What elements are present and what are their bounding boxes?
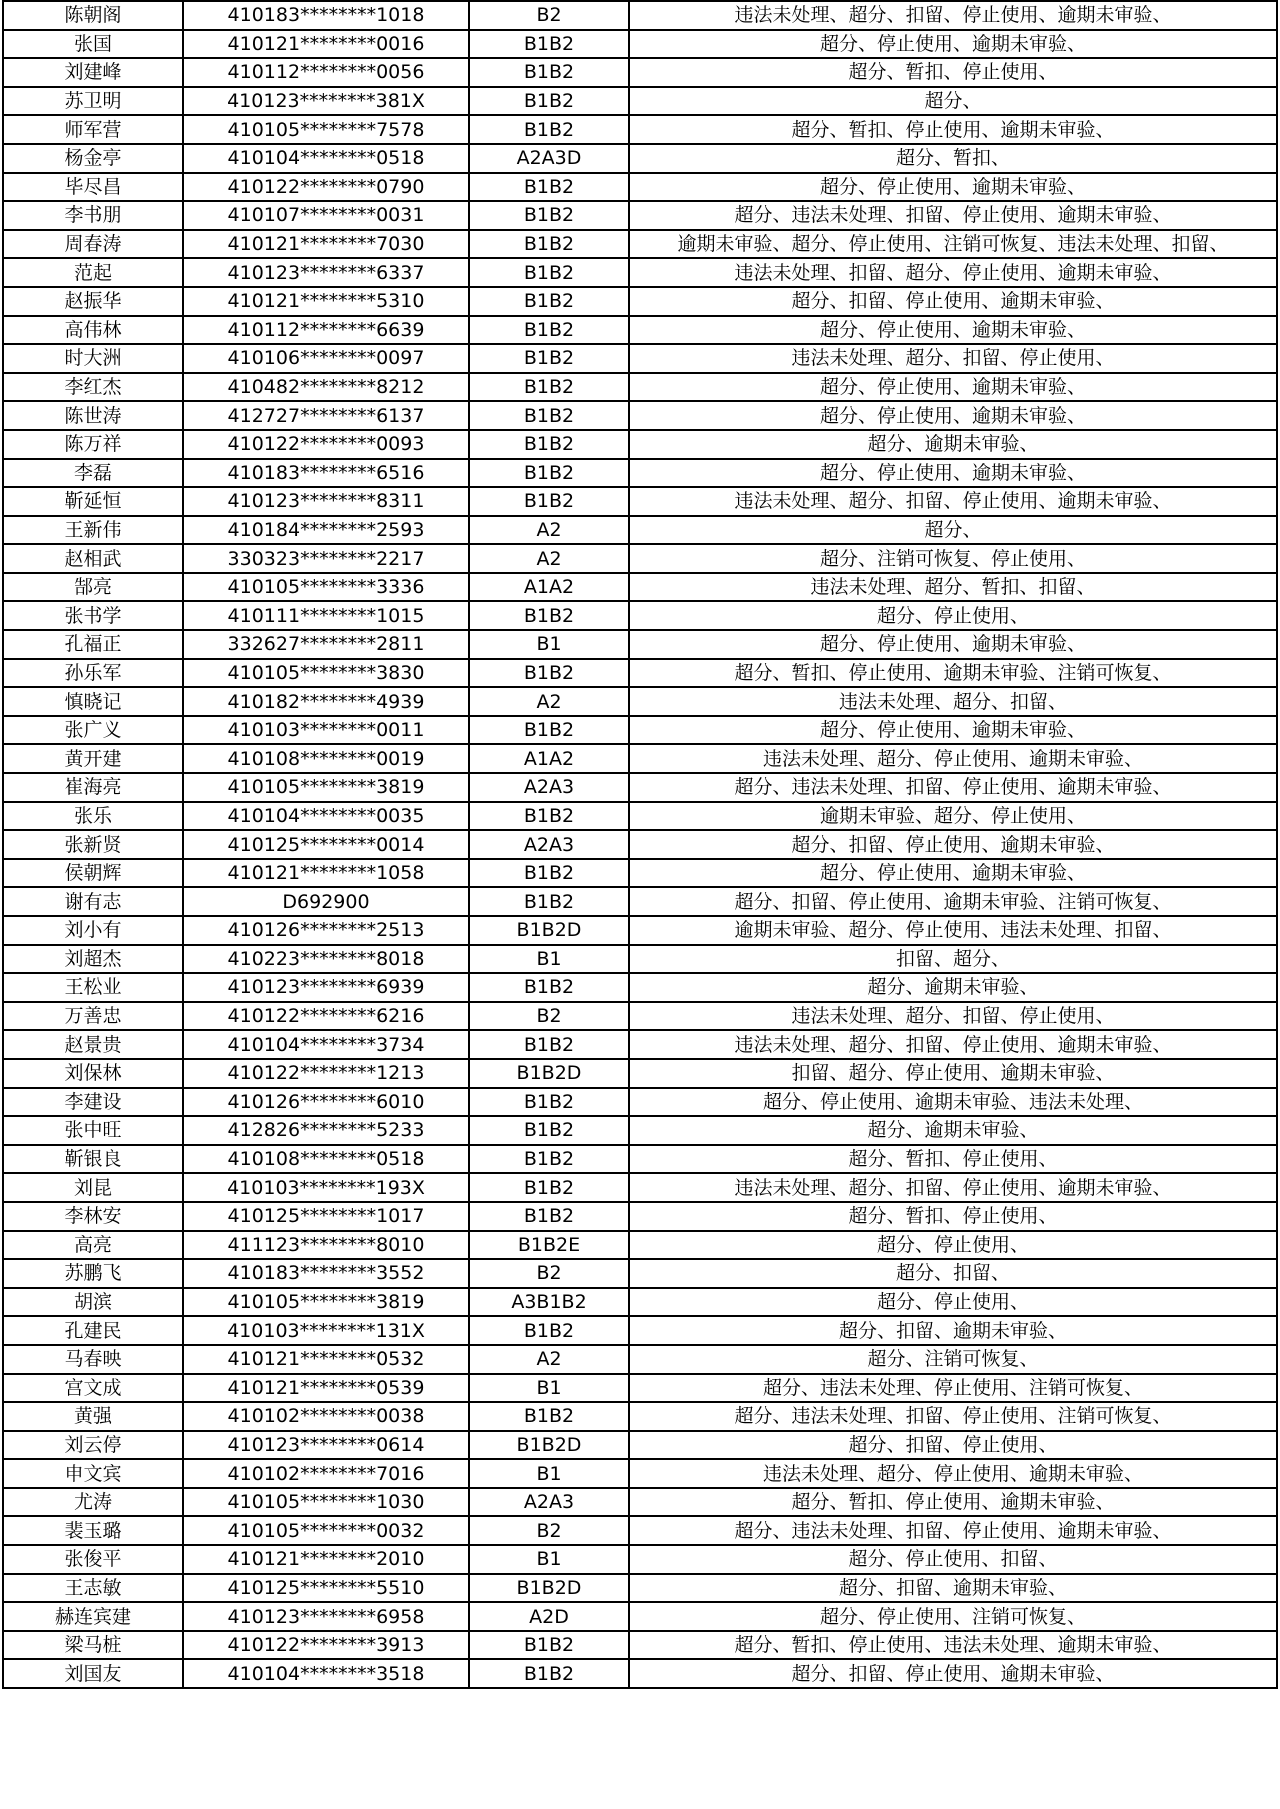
table-row xyxy=(3,1516,1277,1545)
driver-name-cell: 张广义 xyxy=(3,716,183,745)
driver-name-cell: 时大洲 xyxy=(3,344,183,373)
status-cell: 超分、扣留、 xyxy=(629,1259,1277,1288)
id-number-cell: 410183********6516 xyxy=(183,459,469,488)
driver-name-cell: 靳延恒 xyxy=(3,487,183,516)
license-class-cell: B1B2 xyxy=(469,373,629,402)
driver-name-cell: 陈世涛 xyxy=(3,401,183,430)
license-class-cell: B1B2 xyxy=(469,430,629,459)
id-number-cell: 410184********2593 xyxy=(183,516,469,545)
driver-name-cell: 孔福正 xyxy=(3,630,183,659)
table-row xyxy=(3,859,1277,888)
license-class-cell: B1B2 xyxy=(469,1202,629,1231)
table-row xyxy=(3,1431,1277,1460)
license-class-cell: B1B2 xyxy=(469,459,629,488)
license-class-cell: B1B2 xyxy=(469,401,629,430)
status-cell: 超分、停止使用、逾期未审验、 xyxy=(629,401,1277,430)
driver-name-cell: 高伟林 xyxy=(3,316,183,345)
id-number-cell: 410112********6639 xyxy=(183,316,469,345)
driver-name-cell: 王志敏 xyxy=(3,1574,183,1603)
license-class-cell: B1B2 xyxy=(469,973,629,1002)
id-number-cell: 410105********7578 xyxy=(183,115,469,144)
table-row xyxy=(3,1116,1277,1145)
id-number-cell: 410123********8311 xyxy=(183,487,469,516)
id-number-cell: 410123********6939 xyxy=(183,973,469,1002)
id-number-cell: D692900 xyxy=(183,887,469,916)
id-number-cell: 411123********8010 xyxy=(183,1231,469,1260)
license-class-cell: B1B2 xyxy=(469,1030,629,1059)
status-cell: 违法未处理、超分、暂扣、扣留、 xyxy=(629,573,1277,602)
driver-name-cell: 宫文成 xyxy=(3,1374,183,1403)
driver-name-cell: 申文宾 xyxy=(3,1459,183,1488)
license-class-cell: A2A3 xyxy=(469,830,629,859)
id-number-cell: 412727********6137 xyxy=(183,401,469,430)
table-row xyxy=(3,201,1277,230)
license-class-cell: B1B2E xyxy=(469,1231,629,1260)
driver-name-cell: 孙乐军 xyxy=(3,659,183,688)
license-class-cell: A2A3 xyxy=(469,1488,629,1517)
license-class-cell: B1B2 xyxy=(469,1088,629,1117)
driver-license-table xyxy=(2,0,1278,1689)
driver-name-cell: 杨金亭 xyxy=(3,144,183,173)
id-number-cell: 410123********6958 xyxy=(183,1602,469,1631)
driver-name-cell: 黄开建 xyxy=(3,744,183,773)
id-number-cell: 410104********0035 xyxy=(183,802,469,831)
license-class-cell: B1B2 xyxy=(469,258,629,287)
table-row xyxy=(3,573,1277,602)
license-class-cell: B1B2 xyxy=(469,1402,629,1431)
driver-name-cell: 毕尽昌 xyxy=(3,173,183,202)
license-class-cell: B1B2 xyxy=(469,58,629,87)
driver-name-cell: 王松业 xyxy=(3,973,183,1002)
id-number-cell: 410104********3518 xyxy=(183,1659,469,1688)
status-cell: 超分、扣留、逾期未审验、 xyxy=(629,1574,1277,1603)
status-cell: 超分、暂扣、停止使用、 xyxy=(629,58,1277,87)
driver-name-cell: 靳银良 xyxy=(3,1145,183,1174)
table-row xyxy=(3,1288,1277,1317)
id-number-cell: 332627********2811 xyxy=(183,630,469,659)
table-row xyxy=(3,887,1277,916)
table-row xyxy=(3,230,1277,259)
id-number-cell: 410125********1017 xyxy=(183,1202,469,1231)
license-class-cell: B1B2 xyxy=(469,859,629,888)
status-cell: 逾期未审验、超分、停止使用、注销可恢复、违法未处理、扣留、 xyxy=(629,230,1277,259)
table-row xyxy=(3,1316,1277,1345)
license-class-cell: B1B2 xyxy=(469,1631,629,1660)
id-number-cell: 410122********0790 xyxy=(183,173,469,202)
driver-name-cell: 刘超杰 xyxy=(3,945,183,974)
license-class-cell: B2 xyxy=(469,1,629,30)
status-cell: 超分、停止使用、逾期未审验、 xyxy=(629,173,1277,202)
table-row xyxy=(3,1345,1277,1374)
status-cell: 超分、逾期未审验、 xyxy=(629,973,1277,1002)
status-cell: 超分、暂扣、停止使用、 xyxy=(629,1145,1277,1174)
driver-name-cell: 黄强 xyxy=(3,1402,183,1431)
status-cell: 违法未处理、超分、扣留、停止使用、 xyxy=(629,344,1277,373)
table-row xyxy=(3,773,1277,802)
status-cell: 超分、 xyxy=(629,516,1277,545)
status-cell: 逾期未审验、超分、停止使用、违法未处理、扣留、 xyxy=(629,916,1277,945)
id-number-cell: 410121********5310 xyxy=(183,287,469,316)
id-number-cell: 410125********0014 xyxy=(183,830,469,859)
driver-name-cell: 梁马桩 xyxy=(3,1631,183,1660)
status-cell: 超分、停止使用、逾期未审验、 xyxy=(629,373,1277,402)
table-row xyxy=(3,1030,1277,1059)
id-number-cell: 410121********1058 xyxy=(183,859,469,888)
table-row xyxy=(3,373,1277,402)
driver-name-cell: 苏卫明 xyxy=(3,87,183,116)
license-class-cell: B1B2 xyxy=(469,1116,629,1145)
license-class-cell: B1B2D xyxy=(469,1059,629,1088)
table-row xyxy=(3,58,1277,87)
table-row xyxy=(3,1145,1277,1174)
license-class-cell: B2 xyxy=(469,1516,629,1545)
license-class-cell: A2 xyxy=(469,516,629,545)
status-cell: 超分、违法未处理、扣留、停止使用、逾期未审验、 xyxy=(629,773,1277,802)
table-row xyxy=(3,1202,1277,1231)
driver-name-cell: 刘保林 xyxy=(3,1059,183,1088)
table-row xyxy=(3,830,1277,859)
table-row xyxy=(3,1374,1277,1403)
table-row xyxy=(3,544,1277,573)
id-number-cell: 410125********5510 xyxy=(183,1574,469,1603)
id-number-cell: 410183********3552 xyxy=(183,1259,469,1288)
driver-name-cell: 张乐 xyxy=(3,802,183,831)
status-cell: 超分、违法未处理、停止使用、注销可恢复、 xyxy=(629,1374,1277,1403)
driver-name-cell: 慎晓记 xyxy=(3,687,183,716)
driver-name-cell: 崔海亮 xyxy=(3,773,183,802)
id-number-cell: 410111********1015 xyxy=(183,601,469,630)
status-cell: 超分、逾期未审验、 xyxy=(629,430,1277,459)
status-cell: 超分、停止使用、 xyxy=(629,1288,1277,1317)
table-row xyxy=(3,687,1277,716)
id-number-cell: 410126********6010 xyxy=(183,1088,469,1117)
driver-name-cell: 刘建峰 xyxy=(3,58,183,87)
table-body xyxy=(3,1,1277,1688)
driver-name-cell: 范起 xyxy=(3,258,183,287)
id-number-cell: 410107********0031 xyxy=(183,201,469,230)
driver-name-cell: 王新伟 xyxy=(3,516,183,545)
license-class-cell: B1B2 xyxy=(469,115,629,144)
license-class-cell: B1 xyxy=(469,1459,629,1488)
id-number-cell: 410121********0539 xyxy=(183,1374,469,1403)
license-class-cell: A2A3 xyxy=(469,773,629,802)
driver-name-cell: 李书朋 xyxy=(3,201,183,230)
id-number-cell: 410121********2010 xyxy=(183,1545,469,1574)
id-number-cell: 410122********1213 xyxy=(183,1059,469,1088)
driver-name-cell: 师军营 xyxy=(3,115,183,144)
table-row xyxy=(3,1402,1277,1431)
driver-name-cell: 李建设 xyxy=(3,1088,183,1117)
status-cell: 违法未处理、超分、扣留、停止使用、 xyxy=(629,1002,1277,1031)
id-number-cell: 410122********3913 xyxy=(183,1631,469,1660)
status-cell: 超分、注销可恢复、 xyxy=(629,1345,1277,1374)
id-number-cell: 410223********8018 xyxy=(183,945,469,974)
status-cell: 超分、 xyxy=(629,87,1277,116)
status-cell: 扣留、超分、停止使用、逾期未审验、 xyxy=(629,1059,1277,1088)
id-number-cell: 410104********3734 xyxy=(183,1030,469,1059)
status-cell: 超分、暂扣、停止使用、逾期未审验、注销可恢复、 xyxy=(629,659,1277,688)
status-cell: 超分、停止使用、逾期未审验、 xyxy=(629,316,1277,345)
status-cell: 违法未处理、超分、扣留、停止使用、逾期未审验、 xyxy=(629,487,1277,516)
driver-name-cell: 赵景贵 xyxy=(3,1030,183,1059)
driver-name-cell: 孔建民 xyxy=(3,1316,183,1345)
id-number-cell: 410105********0032 xyxy=(183,1516,469,1545)
driver-name-cell: 周春涛 xyxy=(3,230,183,259)
driver-name-cell: 陈万祥 xyxy=(3,430,183,459)
id-number-cell: 410102********0038 xyxy=(183,1402,469,1431)
table-row xyxy=(3,1659,1277,1688)
status-cell: 超分、扣留、停止使用、逾期未审验、 xyxy=(629,287,1277,316)
table-row xyxy=(3,487,1277,516)
table-row xyxy=(3,601,1277,630)
status-cell: 超分、扣留、停止使用、逾期未审验、 xyxy=(629,830,1277,859)
table-row xyxy=(3,945,1277,974)
status-cell: 超分、停止使用、逾期未审验、 xyxy=(629,630,1277,659)
driver-name-cell: 苏鹏飞 xyxy=(3,1259,183,1288)
status-cell: 超分、停止使用、 xyxy=(629,601,1277,630)
status-cell: 超分、暂扣、停止使用、逾期未审验、 xyxy=(629,115,1277,144)
driver-name-cell: 郜亮 xyxy=(3,573,183,602)
driver-name-cell: 谢有志 xyxy=(3,887,183,916)
license-class-cell: B1B2 xyxy=(469,87,629,116)
status-cell: 超分、扣留、停止使用、逾期未审验、注销可恢复、 xyxy=(629,887,1277,916)
license-class-cell: A3B1B2 xyxy=(469,1288,629,1317)
license-class-cell: B1B2D xyxy=(469,1574,629,1603)
driver-name-cell: 裴玉璐 xyxy=(3,1516,183,1545)
license-class-cell: B1B2 xyxy=(469,601,629,630)
status-cell: 逾期未审验、超分、停止使用、 xyxy=(629,802,1277,831)
status-cell: 超分、停止使用、逾期未审验、 xyxy=(629,30,1277,59)
status-cell: 超分、停止使用、逾期未审验、 xyxy=(629,459,1277,488)
id-number-cell: 410106********0097 xyxy=(183,344,469,373)
driver-name-cell: 陈朝阁 xyxy=(3,1,183,30)
driver-name-cell: 高亮 xyxy=(3,1231,183,1260)
id-number-cell: 410123********6337 xyxy=(183,258,469,287)
driver-name-cell: 张国 xyxy=(3,30,183,59)
driver-name-cell: 刘国友 xyxy=(3,1659,183,1688)
driver-name-cell: 侯朝辉 xyxy=(3,859,183,888)
id-number-cell: 410123********0614 xyxy=(183,1431,469,1460)
table-row xyxy=(3,1259,1277,1288)
license-class-cell: B2 xyxy=(469,1259,629,1288)
table-row xyxy=(3,1631,1277,1660)
license-class-cell: B1B2 xyxy=(469,287,629,316)
license-class-cell: A1A2 xyxy=(469,573,629,602)
license-class-cell: B1 xyxy=(469,1545,629,1574)
license-class-cell: B1B2 xyxy=(469,716,629,745)
table-row xyxy=(3,430,1277,459)
table-row xyxy=(3,459,1277,488)
id-number-cell: 410108********0019 xyxy=(183,744,469,773)
id-number-cell: 410183********1018 xyxy=(183,1,469,30)
table-row xyxy=(3,287,1277,316)
license-class-cell: B1 xyxy=(469,1374,629,1403)
driver-name-cell: 张新贤 xyxy=(3,830,183,859)
id-number-cell: 410103********193X xyxy=(183,1173,469,1202)
table-row xyxy=(3,1173,1277,1202)
driver-name-cell: 赵相武 xyxy=(3,544,183,573)
id-number-cell: 410121********0532 xyxy=(183,1345,469,1374)
id-number-cell: 410121********0016 xyxy=(183,30,469,59)
table-row xyxy=(3,1059,1277,1088)
license-class-cell: B1B2 xyxy=(469,230,629,259)
status-cell: 超分、注销可恢复、停止使用、 xyxy=(629,544,1277,573)
status-cell: 违法未处理、超分、停止使用、逾期未审验、 xyxy=(629,1459,1277,1488)
id-number-cell: 410105********3819 xyxy=(183,773,469,802)
table-row xyxy=(3,1545,1277,1574)
table-row xyxy=(3,115,1277,144)
status-cell: 超分、扣留、逾期未审验、 xyxy=(629,1316,1277,1345)
table-row xyxy=(3,1574,1277,1603)
license-class-cell: B2 xyxy=(469,1002,629,1031)
license-class-cell: B1B2D xyxy=(469,1431,629,1460)
driver-name-cell: 赫连宾建 xyxy=(3,1602,183,1631)
id-number-cell: 410126********2513 xyxy=(183,916,469,945)
license-class-cell: B1B2 xyxy=(469,1316,629,1345)
table-row xyxy=(3,744,1277,773)
driver-name-cell: 刘小有 xyxy=(3,916,183,945)
id-number-cell: 410123********381X xyxy=(183,87,469,116)
status-cell: 超分、暂扣、停止使用、逾期未审验、 xyxy=(629,1488,1277,1517)
id-number-cell: 410182********4939 xyxy=(183,687,469,716)
license-class-cell: A2 xyxy=(469,1345,629,1374)
license-class-cell: B1B2 xyxy=(469,344,629,373)
table-row xyxy=(3,1459,1277,1488)
status-cell: 超分、扣留、停止使用、 xyxy=(629,1431,1277,1460)
license-class-cell: B1B2 xyxy=(469,1659,629,1688)
table-row xyxy=(3,316,1277,345)
driver-name-cell: 李红杰 xyxy=(3,373,183,402)
table-row xyxy=(3,659,1277,688)
status-cell: 扣留、超分、 xyxy=(629,945,1277,974)
status-cell: 超分、暂扣、停止使用、违法未处理、逾期未审验、 xyxy=(629,1631,1277,1660)
status-cell: 超分、停止使用、扣留、 xyxy=(629,1545,1277,1574)
table-row xyxy=(3,258,1277,287)
status-cell: 超分、扣留、停止使用、逾期未审验、 xyxy=(629,1659,1277,1688)
license-class-cell: A2 xyxy=(469,544,629,573)
table-row xyxy=(3,344,1277,373)
table-row xyxy=(3,1488,1277,1517)
id-number-cell: 410105********3819 xyxy=(183,1288,469,1317)
id-number-cell: 410105********3336 xyxy=(183,573,469,602)
driver-name-cell: 李林安 xyxy=(3,1202,183,1231)
status-cell: 超分、停止使用、逾期未审验、 xyxy=(629,716,1277,745)
status-cell: 违法未处理、超分、扣留、 xyxy=(629,687,1277,716)
license-class-cell: B1B2 xyxy=(469,316,629,345)
id-number-cell: 330323********2217 xyxy=(183,544,469,573)
driver-name-cell: 万善忠 xyxy=(3,1002,183,1031)
id-number-cell: 410122********6216 xyxy=(183,1002,469,1031)
table-row xyxy=(3,1002,1277,1031)
driver-name-cell: 胡滨 xyxy=(3,1288,183,1317)
license-class-cell: A2 xyxy=(469,687,629,716)
driver-name-cell: 李磊 xyxy=(3,459,183,488)
id-number-cell: 412826********5233 xyxy=(183,1116,469,1145)
driver-name-cell: 赵振华 xyxy=(3,287,183,316)
table-row xyxy=(3,1602,1277,1631)
driver-name-cell: 张中旺 xyxy=(3,1116,183,1145)
license-class-cell: B1B2 xyxy=(469,487,629,516)
license-class-cell: A1A2 xyxy=(469,744,629,773)
table-row xyxy=(3,716,1277,745)
id-number-cell: 410105********3830 xyxy=(183,659,469,688)
status-cell: 违法未处理、超分、扣留、停止使用、逾期未审验、 xyxy=(629,1030,1277,1059)
license-class-cell: B1B2 xyxy=(469,30,629,59)
status-cell: 违法未处理、超分、扣留、停止使用、逾期未审验、 xyxy=(629,1,1277,30)
license-class-cell: A2A3D xyxy=(469,144,629,173)
license-class-cell: B1B2 xyxy=(469,802,629,831)
driver-name-cell: 马春映 xyxy=(3,1345,183,1374)
status-cell: 超分、违法未处理、扣留、停止使用、逾期未审验、 xyxy=(629,1516,1277,1545)
license-class-cell: B1 xyxy=(469,945,629,974)
table-row xyxy=(3,973,1277,1002)
status-cell: 违法未处理、超分、扣留、停止使用、逾期未审验、 xyxy=(629,1173,1277,1202)
id-number-cell: 410112********0056 xyxy=(183,58,469,87)
id-number-cell: 410105********1030 xyxy=(183,1488,469,1517)
id-number-cell: 410122********0093 xyxy=(183,430,469,459)
driver-name-cell: 刘云停 xyxy=(3,1431,183,1460)
license-class-cell: B1B2 xyxy=(469,1145,629,1174)
license-class-cell: B1B2 xyxy=(469,659,629,688)
table-row xyxy=(3,916,1277,945)
table-row xyxy=(3,1,1277,30)
table-row xyxy=(3,1231,1277,1260)
status-cell: 超分、停止使用、逾期未审验、 xyxy=(629,859,1277,888)
license-class-cell: A2D xyxy=(469,1602,629,1631)
license-class-cell: B1B2D xyxy=(469,916,629,945)
driver-name-cell: 刘昆 xyxy=(3,1173,183,1202)
table-row xyxy=(3,173,1277,202)
driver-name-cell: 尤涛 xyxy=(3,1488,183,1517)
license-class-cell: B1B2 xyxy=(469,887,629,916)
driver-name-cell: 张俊平 xyxy=(3,1545,183,1574)
table-row xyxy=(3,516,1277,545)
id-number-cell: 410121********7030 xyxy=(183,230,469,259)
status-cell: 超分、停止使用、 xyxy=(629,1231,1277,1260)
status-cell: 超分、违法未处理、扣留、停止使用、逾期未审验、 xyxy=(629,201,1277,230)
status-cell: 超分、停止使用、逾期未审验、违法未处理、 xyxy=(629,1088,1277,1117)
id-number-cell: 410104********0518 xyxy=(183,144,469,173)
license-class-cell: B1B2 xyxy=(469,173,629,202)
status-cell: 超分、停止使用、注销可恢复、 xyxy=(629,1602,1277,1631)
table-row xyxy=(3,144,1277,173)
status-cell: 超分、逾期未审验、 xyxy=(629,1116,1277,1145)
driver-name-cell: 张书学 xyxy=(3,601,183,630)
table-row xyxy=(3,401,1277,430)
id-number-cell: 410103********0011 xyxy=(183,716,469,745)
status-cell: 超分、违法未处理、扣留、停止使用、注销可恢复、 xyxy=(629,1402,1277,1431)
table-row xyxy=(3,87,1277,116)
license-class-cell: B1 xyxy=(469,630,629,659)
id-number-cell: 410482********8212 xyxy=(183,373,469,402)
table-row xyxy=(3,802,1277,831)
license-class-cell: B1B2 xyxy=(469,1173,629,1202)
table-row xyxy=(3,30,1277,59)
license-class-cell: B1B2 xyxy=(469,201,629,230)
status-cell: 超分、暂扣、 xyxy=(629,144,1277,173)
id-number-cell: 410102********7016 xyxy=(183,1459,469,1488)
table-row xyxy=(3,1088,1277,1117)
id-number-cell: 410108********0518 xyxy=(183,1145,469,1174)
status-cell: 违法未处理、扣留、超分、停止使用、逾期未审验、 xyxy=(629,258,1277,287)
status-cell: 违法未处理、超分、停止使用、逾期未审验、 xyxy=(629,744,1277,773)
table-row xyxy=(3,630,1277,659)
id-number-cell: 410103********131X xyxy=(183,1316,469,1345)
status-cell: 超分、暂扣、停止使用、 xyxy=(629,1202,1277,1231)
